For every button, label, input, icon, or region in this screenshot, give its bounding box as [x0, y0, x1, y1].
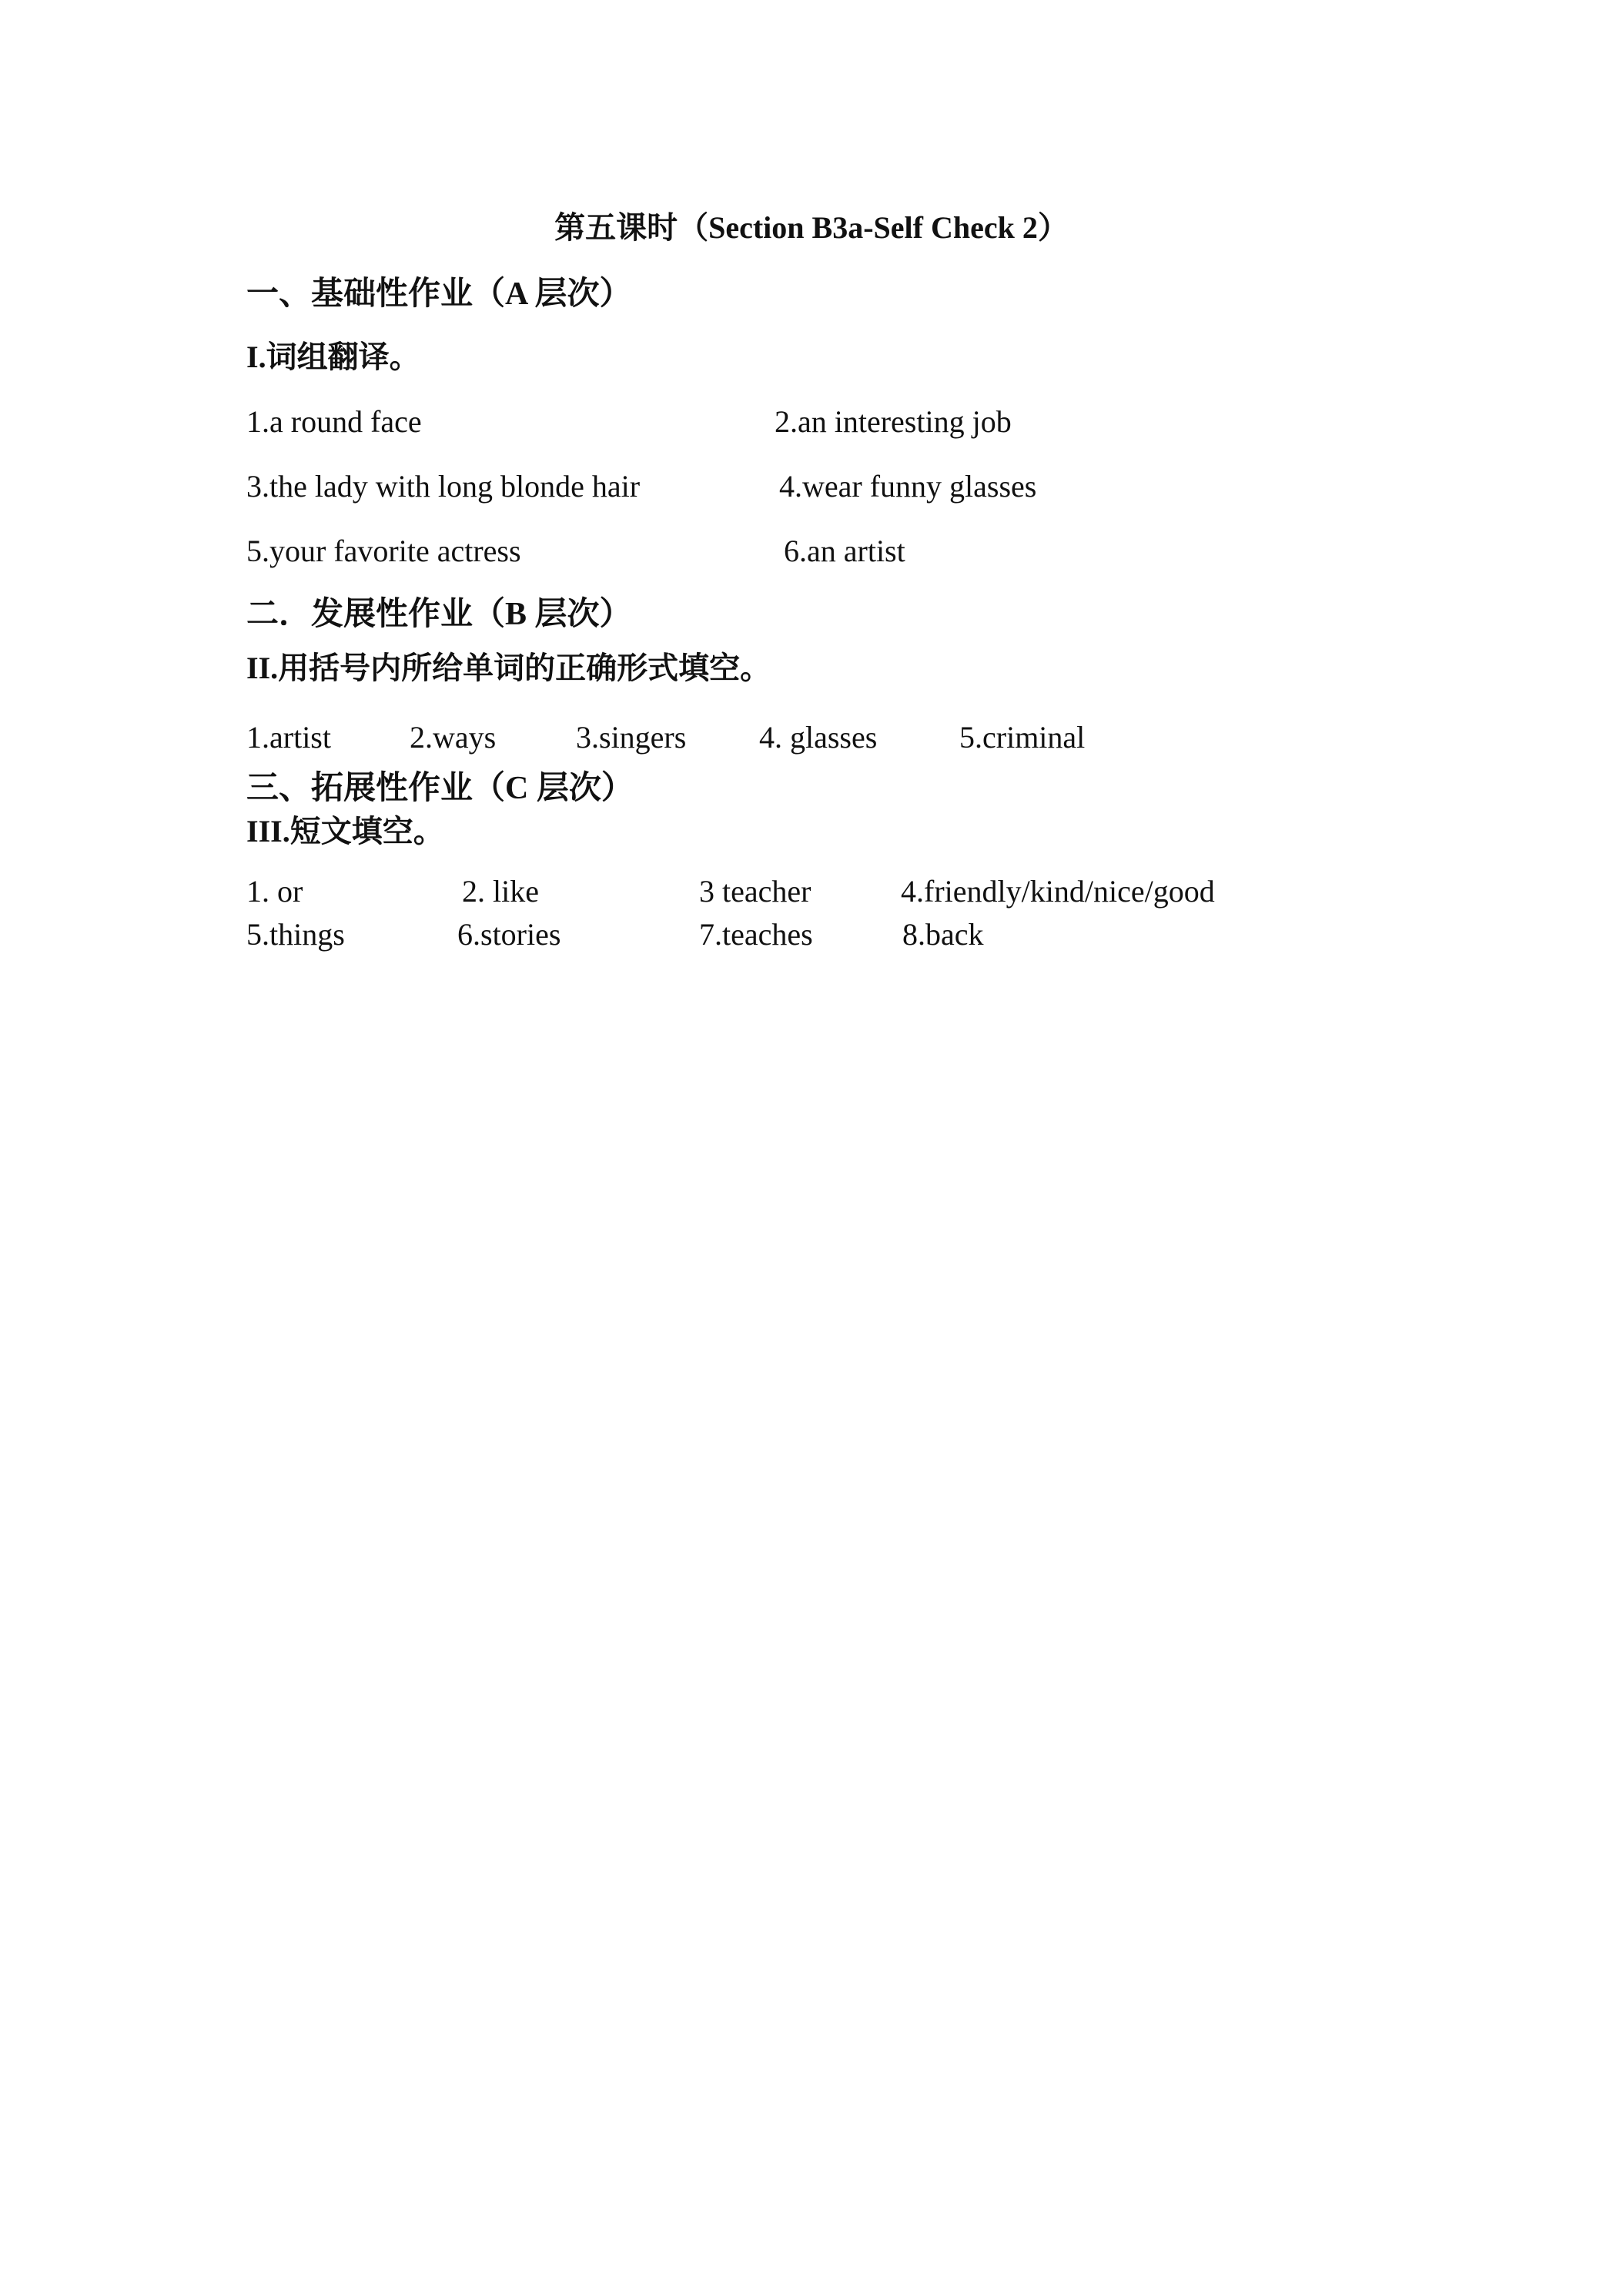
section-b-answer: 3.singers	[576, 720, 687, 755]
section-a-heading: 一、基础性作业（A 层次）	[246, 276, 632, 312]
section-a-subheading: I.词组翻译。	[246, 340, 420, 374]
section-b-answer: 4. glasses	[759, 720, 878, 755]
section-c-heading: 三、拓展性作业（C 层次）	[246, 771, 634, 806]
section-c-answer: 3 teacher	[699, 874, 812, 909]
section-c-answer: 8.back	[902, 917, 984, 952]
section-c-answer: 7.teaches	[699, 917, 813, 952]
section-b-answer: 2.ways	[410, 720, 497, 755]
section-a-answer: 2.an interesting job	[775, 404, 1012, 439]
section-b-subheading: II.用括号内所给单词的正确形式填空。	[246, 651, 771, 685]
section-a-answer: 5.your favorite actress	[246, 534, 521, 568]
section-c-answer: 5.things	[246, 917, 345, 952]
section-c-answer: 6.stories	[457, 917, 561, 952]
section-a-answer: 3.the lady with long blonde hair	[246, 469, 641, 504]
section-a-answer: 6.an artist	[784, 534, 905, 568]
section-b-answer: 1.artist	[246, 720, 331, 755]
section-a-answer: 1.a round face	[246, 404, 422, 439]
page-title: 第五课时（Section B3a-Self Check 2）	[554, 210, 1069, 245]
section-c-answer: 2. like	[462, 874, 539, 909]
section-b-answer: 5.criminal	[959, 720, 1086, 755]
section-a-answer: 4.wear funny glasses	[779, 469, 1037, 504]
section-c-answer: 4.friendly/kind/nice/good	[901, 874, 1215, 909]
section-c-answer: 1. or	[246, 874, 303, 909]
section-c-subheading: III.短文填空。	[246, 814, 444, 848]
section-b-heading: 二．发展性作业（B 层次）	[246, 597, 632, 632]
